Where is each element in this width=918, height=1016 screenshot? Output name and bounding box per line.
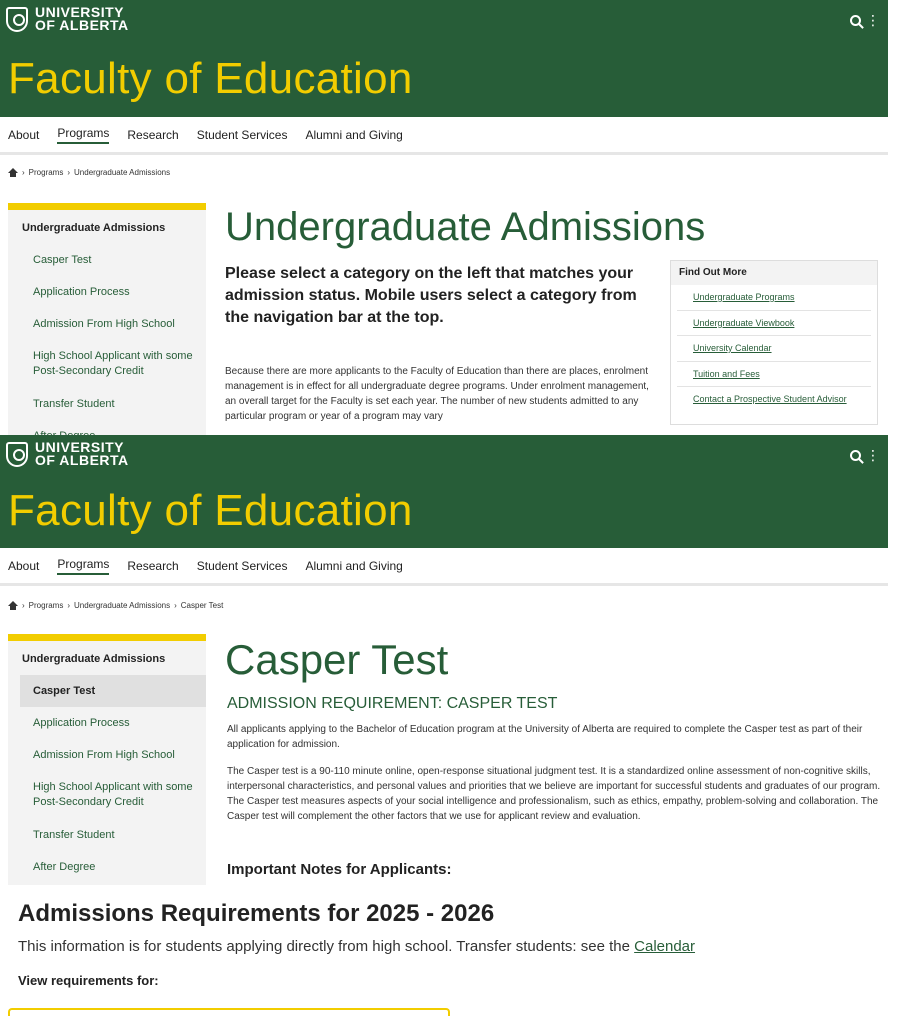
kebab-menu-icon[interactable]: ⋮ (866, 12, 880, 28)
view-requirements-label: View requirements for: (18, 973, 159, 988)
nav-item-student-services[interactable]: Student Services (196, 127, 288, 142)
nav-item-about[interactable]: About (8, 127, 40, 142)
breadcrumb (8, 168, 170, 177)
nav-item-research[interactable]: Research (127, 558, 179, 573)
nav-item-programs[interactable]: Programs (57, 126, 109, 144)
university-logo[interactable] (6, 6, 129, 32)
section-subheading: ADMISSION REQUIREMENT: CASPER TEST (227, 695, 558, 712)
faculty-title[interactable]: Faculty of Education (8, 54, 413, 103)
find-out-more-box (670, 260, 878, 425)
crest-icon (6, 7, 28, 32)
breadcrumb-separator: › (174, 601, 177, 610)
calendar-link[interactable]: Calendar (634, 938, 696, 955)
breadcrumb-separator: › (22, 168, 25, 177)
sidebar-item-casper-test[interactable]: Casper Test (20, 675, 206, 707)
sidebar-item-post-secondary-credit[interactable]: High School Applicant with some Post-Secondary Credit (33, 781, 193, 808)
university-line1: UNIVERSITY (35, 439, 125, 455)
sidebar-item-transfer-student[interactable]: Transfer Student (33, 397, 115, 410)
university-line1: UNIVERSITY (35, 4, 125, 20)
requirements-info (18, 938, 695, 955)
nav-item-research[interactable]: Research (127, 127, 179, 142)
requirements-select[interactable] (8, 1008, 450, 1016)
breadcrumb-undergraduate-admissions[interactable]: Undergraduate Admissions (74, 601, 171, 610)
sidebar-heading[interactable]: Undergraduate Admissions (22, 653, 166, 665)
breadcrumb-separator: › (67, 601, 71, 610)
university-logo[interactable] (6, 441, 129, 467)
find-out-more-heading: Find Out More (671, 261, 877, 285)
home-icon[interactable] (8, 168, 18, 177)
requirements-heading: Admissions Requirements for 2025 - 2026 (18, 900, 495, 927)
university-line2: OF ALBERTA (35, 17, 129, 33)
faculty-title[interactable]: Faculty of Education (8, 486, 413, 535)
undergraduate-admissions-page (0, 0, 918, 435)
main-nav (0, 548, 888, 586)
sidebar-nav (8, 203, 206, 435)
sidebar-item-after-degree[interactable]: After Degree (33, 860, 96, 873)
sidebar-item-application-process[interactable]: Application Process (33, 716, 130, 729)
page-title: Undergraduate Admissions (225, 205, 706, 249)
search-icon[interactable] (850, 450, 861, 461)
sidebar-item-casper-test[interactable]: Casper Test (33, 253, 92, 266)
nav-item-alumni-giving[interactable]: Alumni and Giving (305, 558, 403, 573)
requirements-info-text: This information is for students applying directly from high school. Transfer students: see the (18, 938, 630, 955)
breadcrumb-current: Undergraduate Admissions (74, 168, 171, 177)
sidebar-item-admission-high-school[interactable]: Admission From High School (33, 317, 175, 330)
nav-item-about[interactable]: About (8, 558, 40, 573)
lead-text: Please select a category on the left that matches your admission status. Mobile users select a category from the navigation bar at the top. (225, 265, 637, 326)
crest-icon (6, 442, 28, 467)
sidebar-item-post-secondary-credit[interactable]: High School Applicant with some Post-Secondary Credit (33, 350, 193, 377)
site-banner (0, 0, 888, 117)
breadcrumb (8, 601, 223, 610)
casper-test-page (0, 435, 918, 885)
sidebar-item-transfer-student[interactable]: Transfer Student (33, 828, 115, 841)
search-icon[interactable] (850, 15, 861, 26)
kebab-menu-icon[interactable]: ⋮ (866, 447, 880, 463)
breadcrumb-current: Casper Test (180, 601, 224, 610)
admissions-requirements-section (0, 885, 918, 1012)
nav-item-student-services[interactable]: Student Services (196, 558, 288, 573)
university-line2: OF ALBERTA (35, 452, 129, 468)
home-icon[interactable] (8, 601, 18, 610)
nav-item-alumni-giving[interactable]: Alumni and Giving (305, 127, 403, 142)
nav-item-programs[interactable]: Programs (57, 557, 109, 575)
page-title: Casper Test (225, 636, 449, 683)
breadcrumb-separator: › (22, 601, 25, 610)
breadcrumb-separator: › (67, 168, 71, 177)
requirement-paragraph: All applicants applying to the Bachelor of Education program at the University of Alberta are required to complete the Casper test as part of their application for admission. (227, 724, 863, 750)
link-undergraduate-viewbook[interactable]: Undergraduate Viewbook (677, 311, 871, 337)
sidebar-heading[interactable]: Undergraduate Admissions (22, 222, 166, 234)
main-nav (0, 117, 888, 155)
notes-heading: Important Notes for Applicants: (227, 861, 452, 878)
link-tuition-fees[interactable]: Tuition and Fees (677, 362, 871, 388)
sidebar-nav (8, 634, 206, 885)
breadcrumb-programs[interactable]: Programs (28, 601, 64, 610)
site-banner (0, 435, 888, 548)
link-undergraduate-programs[interactable]: Undergraduate Programs (677, 285, 871, 311)
casper-description-paragraph: The Casper test is a 90-110 minute online, open-response situational judgment test. It is a standardized online assessment of non-cognitive skills, interpersonal characteristics, and personal values and priorities that we believe are important for successful students and graduates of our program. The Casper test measures aspects of your social intelligence and professionalism, such as ethics, empathy, problem-solving and collaboration. The Casper test will complement the other factors that we use for applicant review and evaluation. (227, 766, 881, 822)
link-contact-advisor[interactable]: Contact a Prospective Student Advisor (693, 394, 847, 404)
link-university-calendar[interactable]: University Calendar (677, 336, 871, 362)
intro-paragraph: Because there are more applicants to the Faculty of Education than there are places, enrolment management is in effect for all undergraduate degree programs. Under enrolment management, an overall target for the Faculty is set each year. The number of new students admitted to any particular program or year of a program may vary (225, 366, 649, 422)
breadcrumb-programs[interactable]: Programs (28, 168, 64, 177)
sidebar-item-admission-high-school[interactable]: Admission From High School (33, 748, 175, 761)
sidebar-item-application-process[interactable]: Application Process (33, 285, 130, 298)
